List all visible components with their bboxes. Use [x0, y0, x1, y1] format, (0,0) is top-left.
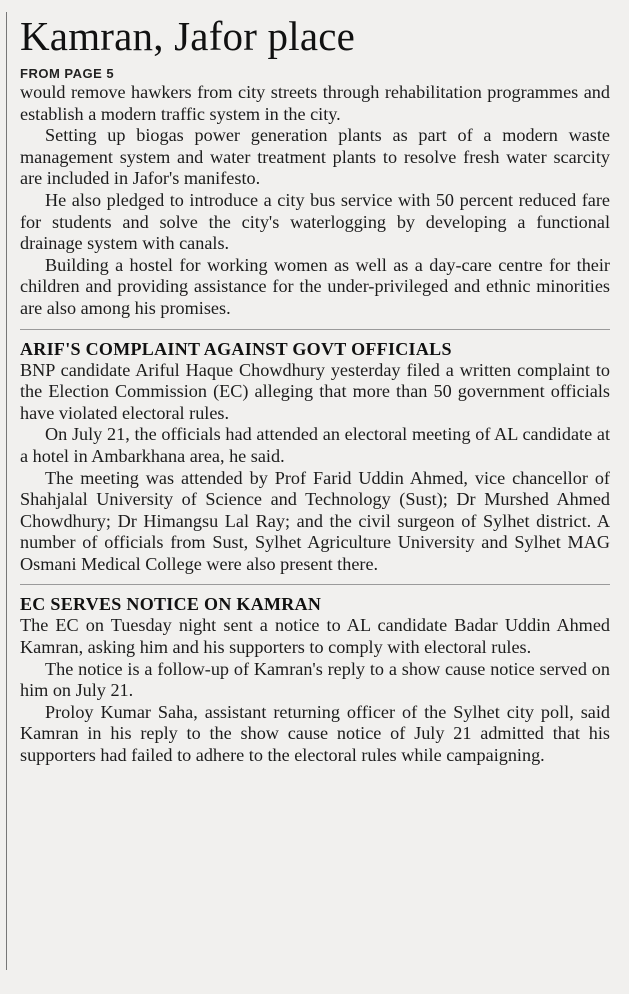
- paragraph: The notice is a follow-up of Kamran's reply to a show cause notice served on him on July 21.: [20, 658, 610, 701]
- section-divider: [20, 584, 610, 585]
- paragraph: The EC on Tuesday night sent a notice to AL candidate Badar Uddin Ahmed Kamran, asking him and his supporters to comply with electoral rules.: [20, 615, 610, 658]
- section-heading: ARIF'S COMPLAINT AGAINST GOVT OFFICIALS: [20, 338, 452, 359]
- paragraph: would remove hawkers from city streets through rehabilitation programmes and establish a modern traffic system in the city.: [20, 82, 610, 124]
- jump-line: FROM PAGE 5: [20, 66, 115, 81]
- paragraph: Setting up biogas power generation plants as part of a modern waste management system and water treatment plants to resolve fresh water scarcity are included in Jafor's manifesto.: [20, 125, 610, 189]
- paragraph: Building a hostel for working women as well as a day-care centre for their children and providing assistance for the under-privileged and ethnic minorities are also among his promises.: [20, 254, 610, 318]
- column-rule: [6, 12, 7, 970]
- paragraph: The meeting was attended by Prof Farid Uddin Ahmed, vice chancellor of Shahjalal University of Science and Technology (Sust); Dr Murshed Ahmed Chowdhury; Dr Himangsu Lal Ray; and the civil surgeon of Sylhet district. A number of officials from Sust, Sylhet Agriculture University and Sylhet MAG Osmani Medical College were also present there.: [20, 467, 610, 574]
- paragraph: BNP candidate Ariful Haque Chowdhury yesterday filed a written complaint to the Election Commission (EC) alleging that more than 50 government officials have violated electoral rules.: [20, 359, 610, 423]
- section-heading: EC SERVES NOTICE ON KAMRAN: [20, 594, 322, 615]
- headline: Kamran, Jafor place: [20, 13, 356, 59]
- article-column: [20, 12, 610, 767]
- paragraph: He also pledged to introduce a city bus service with 50 percent reduced fare for students and solve the city's waterlogging by developing a functional drainage system with canals.: [20, 189, 610, 254]
- paragraph: On July 21, the officials had attended an electoral meeting of AL candidate at a hotel in Ambarkhana area, he said.: [20, 424, 610, 466]
- section-divider: [20, 329, 610, 330]
- paragraph: Proloy Kumar Saha, assistant returning officer of the Sylhet city poll, said Kamran in his reply to the show cause notice of July 21 admitted that his supporters had failed to adhere to the electoral rules while campaigning.: [20, 701, 610, 766]
